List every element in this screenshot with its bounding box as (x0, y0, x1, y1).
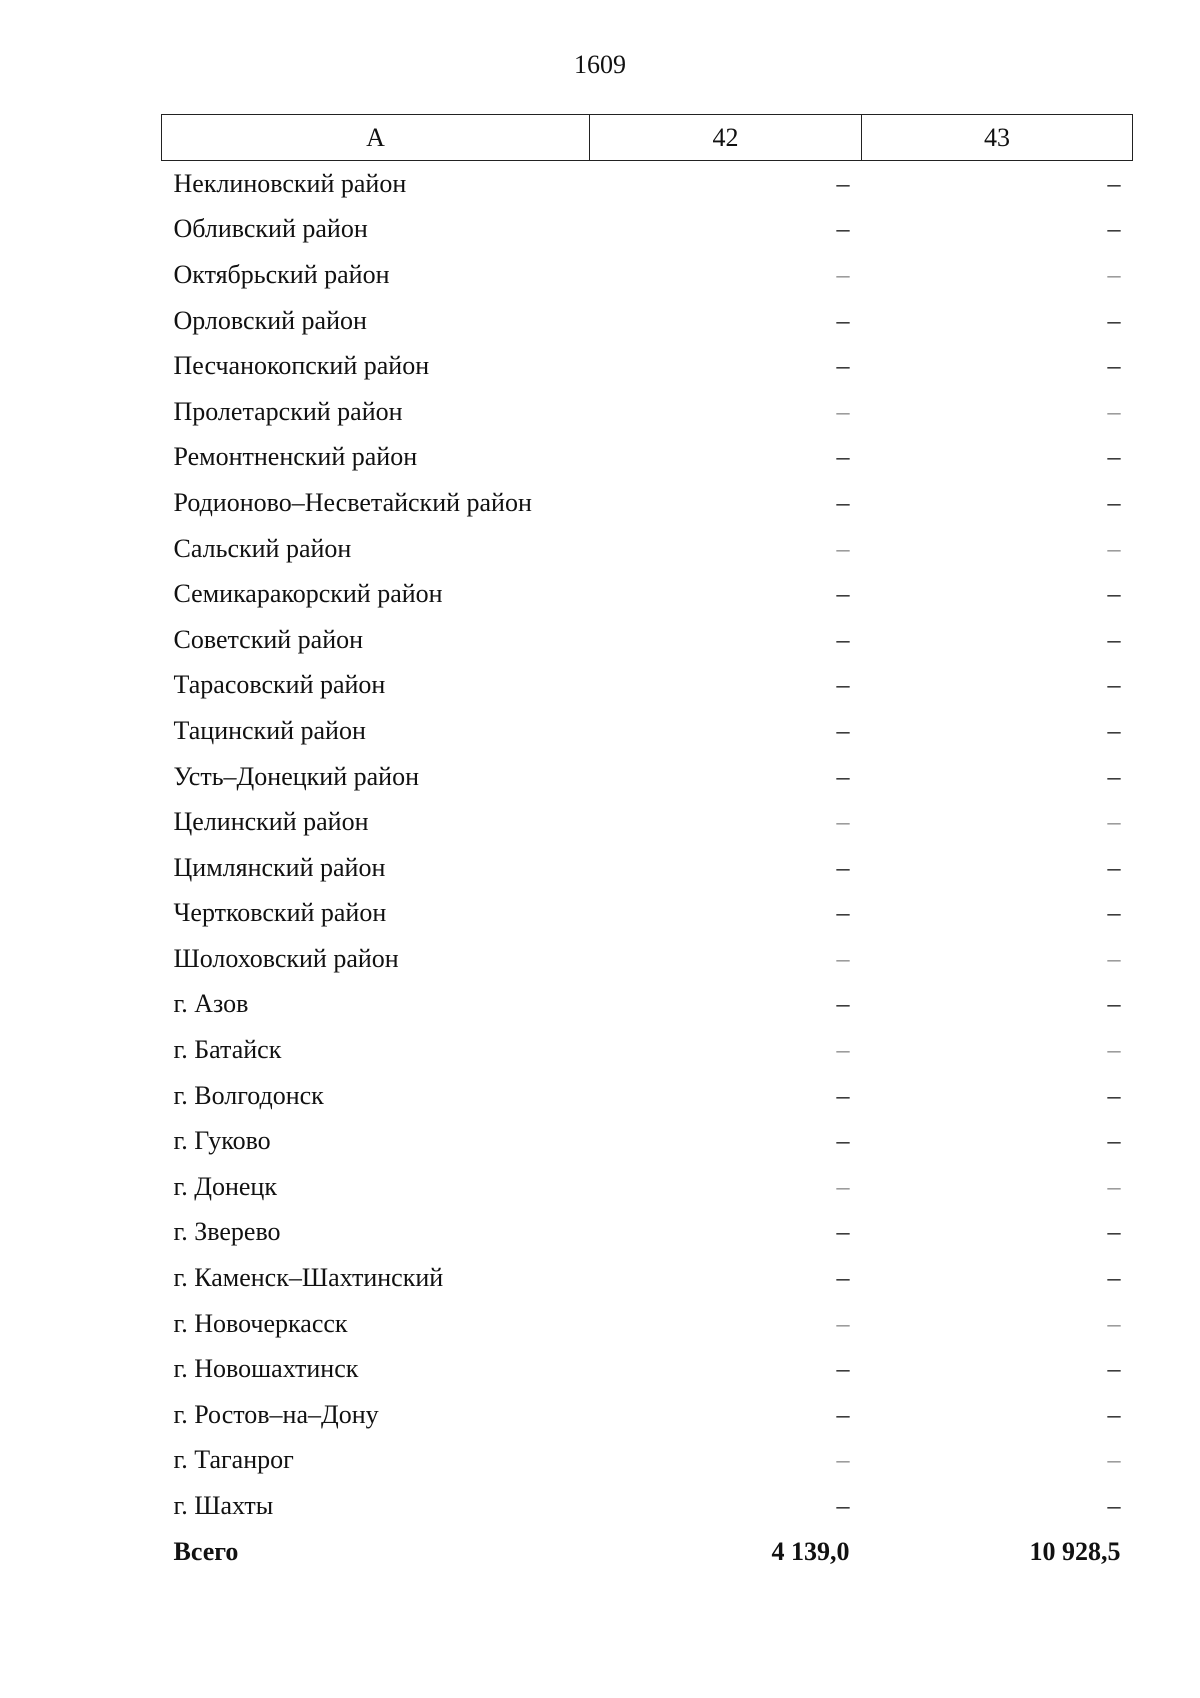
row-value-43: – (1107, 533, 1121, 563)
row-name: Сальский район (173, 533, 352, 563)
row-name: Обливский район (173, 214, 368, 244)
row-value-42: – (836, 715, 850, 745)
table-row (162, 891, 1133, 937)
total-value-42: 4 139,0 (771, 1536, 850, 1566)
row-value-43: – (1107, 1217, 1121, 1247)
table-row (162, 298, 1133, 344)
table-row (162, 799, 1133, 845)
row-name: г. Гуково (173, 1126, 271, 1156)
table-row (162, 1255, 1133, 1301)
row-value-43: – (1107, 1035, 1121, 1065)
table-row (162, 982, 1133, 1028)
row-name: г. Таганрог (173, 1445, 294, 1475)
data-table (161, 114, 1133, 1574)
row-value-42: – (836, 1308, 850, 1338)
row-value-42: – (836, 1126, 850, 1156)
row-value-42: – (836, 214, 850, 244)
row-value-43: – (1107, 1080, 1121, 1110)
row-value-43: – (1107, 1399, 1121, 1429)
row-value-42: – (836, 1354, 850, 1384)
table-row (162, 663, 1133, 709)
row-value-43: – (1107, 214, 1121, 244)
row-value-43: – (1107, 715, 1121, 745)
row-name: г. Новочеркасск (173, 1308, 348, 1338)
row-name: г. Каменск–Шахтинский (173, 1263, 444, 1293)
row-value-43: – (1107, 852, 1121, 882)
column-header-43: 43 (862, 115, 1133, 161)
row-name: г. Батайск (173, 1035, 282, 1065)
row-value-43: – (1107, 487, 1121, 517)
table-row (162, 1073, 1133, 1119)
row-name: г. Ростов–на–Дону (173, 1399, 379, 1429)
row-value-43: – (1107, 305, 1121, 335)
row-value-43: – (1107, 898, 1121, 928)
row-name: Песчанокопский район (173, 351, 430, 381)
row-value-43: – (1107, 1308, 1121, 1338)
row-name: Октябрьский район (173, 259, 390, 289)
table-row (162, 1210, 1133, 1256)
row-value-43: – (1107, 761, 1121, 791)
row-name: Орловский район (173, 305, 367, 335)
row-value-43: – (1107, 1491, 1121, 1521)
row-value-42: – (836, 1035, 850, 1065)
row-value-42: – (836, 351, 850, 381)
row-value-42: – (836, 807, 850, 837)
table-row (162, 708, 1133, 754)
table-row (162, 252, 1133, 298)
row-value-42: – (836, 1399, 850, 1429)
row-value-43: – (1107, 168, 1121, 198)
row-value-43: – (1107, 624, 1121, 654)
row-name: г. Азов (173, 989, 249, 1019)
total-row (162, 1529, 1133, 1575)
table-row (162, 1346, 1133, 1392)
data-table-container (161, 114, 1132, 1574)
row-value-43: – (1107, 807, 1121, 837)
row-value-42: – (836, 1445, 850, 1475)
row-value-43: – (1107, 259, 1121, 289)
table-row (162, 1301, 1133, 1347)
table-row (162, 754, 1133, 800)
row-value-43: – (1107, 943, 1121, 973)
row-value-43: – (1107, 1126, 1121, 1156)
table-body (162, 161, 1133, 1575)
total-label: Всего (173, 1536, 239, 1566)
table-row (162, 389, 1133, 435)
table-row (162, 1118, 1133, 1164)
row-value-43: – (1107, 1445, 1121, 1475)
table-row (162, 207, 1133, 253)
column-header-a: А (162, 115, 590, 161)
total-value-43: 10 928,5 (1029, 1536, 1121, 1566)
table-header-row (162, 115, 1133, 161)
row-value-42: – (836, 1217, 850, 1247)
row-value-42: – (836, 670, 850, 700)
row-name: Тарасовский район (173, 670, 386, 700)
table-row (162, 1164, 1133, 1210)
table-row (162, 617, 1133, 663)
table-row (162, 1392, 1133, 1438)
row-value-42: – (836, 487, 850, 517)
row-name: Усть–Донецкий район (173, 761, 419, 791)
table-row (162, 845, 1133, 891)
row-value-42: – (836, 989, 850, 1019)
row-name: Тацинский район (173, 715, 366, 745)
column-header-42: 42 (590, 115, 862, 161)
row-name: г. Новошахтинск (173, 1354, 359, 1384)
row-value-43: – (1107, 396, 1121, 426)
table-row (162, 1483, 1133, 1529)
row-value-42: – (836, 852, 850, 882)
row-value-42: – (836, 442, 850, 472)
page-number: 1609 (574, 50, 626, 79)
row-value-43: – (1107, 1171, 1121, 1201)
row-value-42: – (836, 1080, 850, 1110)
table-row (162, 526, 1133, 572)
table-row (162, 161, 1133, 207)
row-name: Чертковский район (173, 898, 387, 928)
row-value-43: – (1107, 989, 1121, 1019)
row-value-42: – (836, 1491, 850, 1521)
row-name: Пролетарский район (173, 396, 403, 426)
row-value-42: – (836, 396, 850, 426)
table-row (162, 435, 1133, 481)
table-row (162, 1438, 1133, 1484)
row-value-42: – (836, 305, 850, 335)
row-value-43: – (1107, 351, 1121, 381)
row-value-42: – (836, 943, 850, 973)
row-name: г. Волгодонск (173, 1080, 324, 1110)
row-name: Цимлянский район (173, 852, 386, 882)
row-name: Целинский район (173, 807, 369, 837)
table-row (162, 480, 1133, 526)
row-value-42: – (836, 259, 850, 289)
row-value-42: – (836, 533, 850, 563)
row-value-42: – (836, 1263, 850, 1293)
row-name: Ремонтненский район (173, 442, 418, 472)
row-value-43: – (1107, 579, 1121, 609)
row-name: г. Шахты (173, 1491, 274, 1521)
row-value-43: – (1107, 442, 1121, 472)
row-name: г. Зверево (173, 1217, 281, 1247)
row-name: Шолоховский район (173, 943, 399, 973)
row-value-42: – (836, 761, 850, 791)
row-name: Родионово–Несветайский район (173, 487, 532, 517)
row-name: г. Донецк (173, 1171, 277, 1201)
row-value-42: – (836, 624, 850, 654)
row-name: Семикаракорский район (173, 579, 443, 609)
row-value-42: – (836, 898, 850, 928)
row-value-43: – (1107, 670, 1121, 700)
row-value-42: – (836, 168, 850, 198)
table-row (162, 571, 1133, 617)
table-row (162, 936, 1133, 982)
row-name: Советский район (173, 624, 364, 654)
row-value-42: – (836, 579, 850, 609)
table-row (162, 343, 1133, 389)
row-value-43: – (1107, 1263, 1121, 1293)
table-row (162, 1027, 1133, 1073)
row-name: Неклиновский район (173, 168, 407, 198)
row-value-43: – (1107, 1354, 1121, 1384)
row-value-42: – (836, 1171, 850, 1201)
